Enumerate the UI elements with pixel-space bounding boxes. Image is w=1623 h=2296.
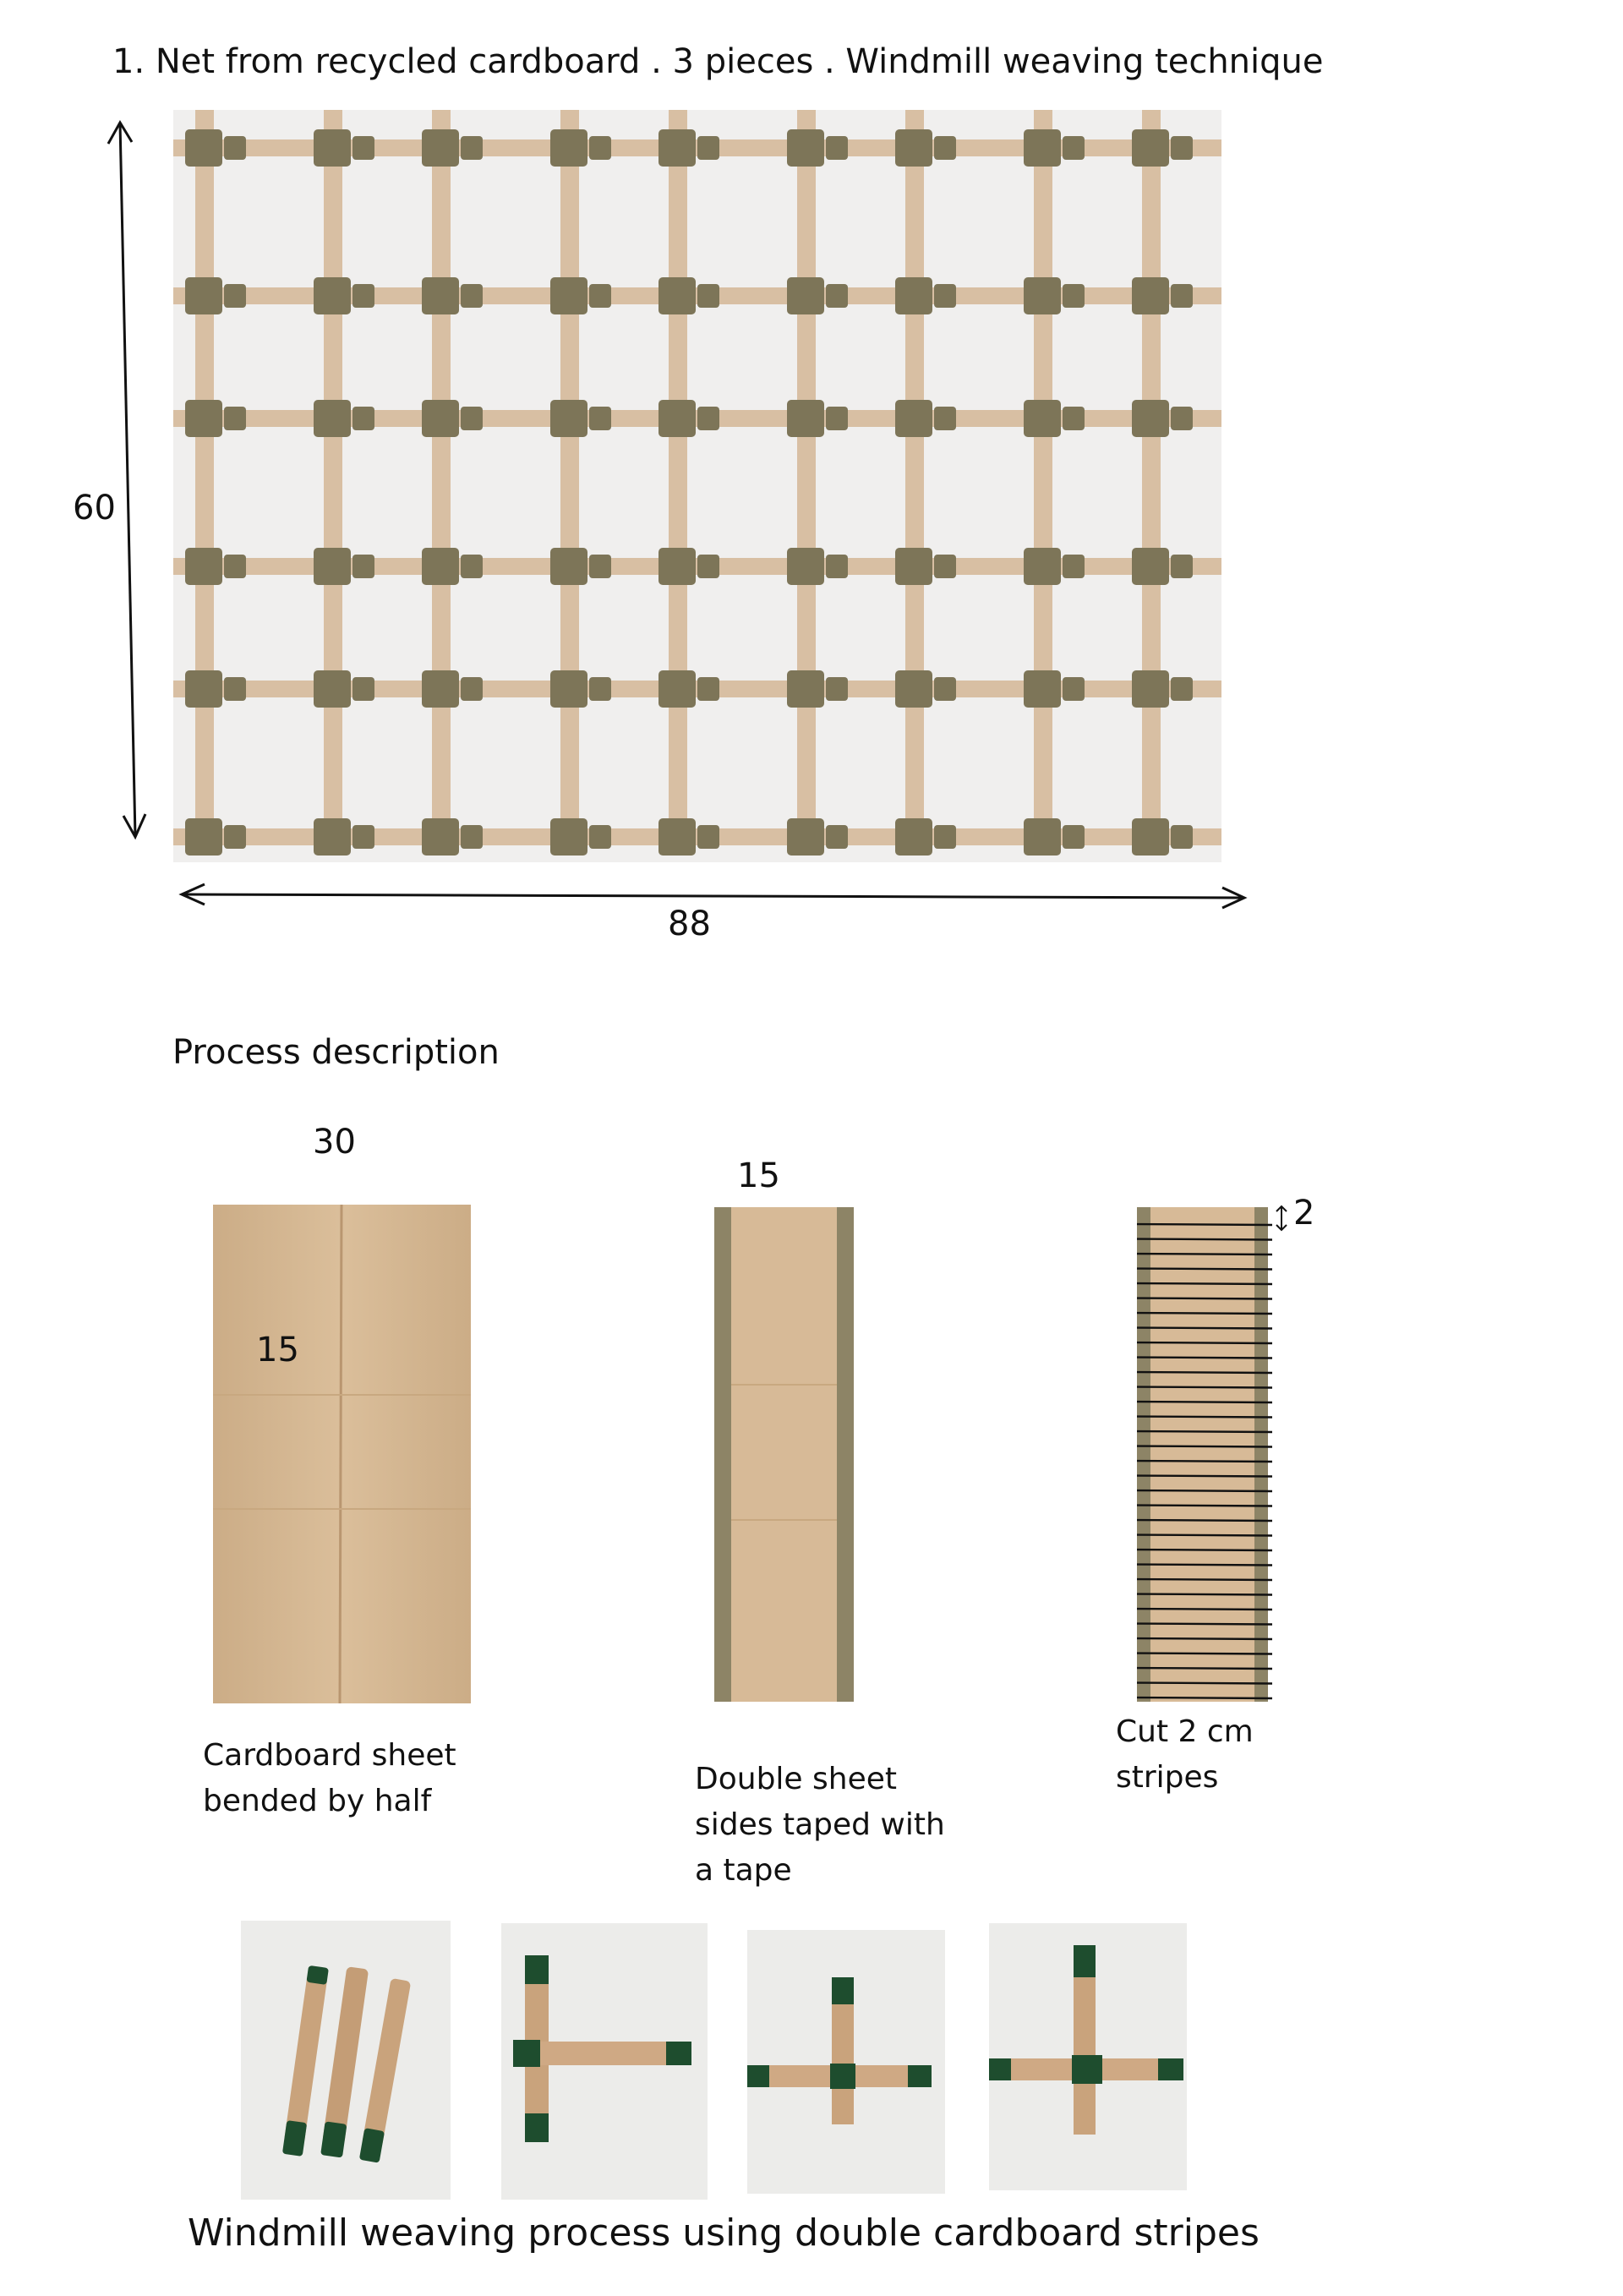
net-tape-knot bbox=[826, 555, 848, 578]
cut-line bbox=[1137, 1417, 1272, 1418]
net-tape-knot bbox=[461, 407, 483, 430]
net-tape-knot bbox=[1171, 407, 1193, 430]
net-tape-knot bbox=[314, 400, 351, 437]
net-vertical-stripe bbox=[324, 110, 342, 854]
net-tape-knot bbox=[1132, 548, 1169, 585]
net-tape-knot bbox=[185, 400, 222, 437]
net-tape-knot bbox=[224, 407, 246, 430]
cut-line bbox=[1137, 1697, 1272, 1698]
net-tape-knot bbox=[352, 677, 374, 701]
cut-line bbox=[1137, 1579, 1272, 1580]
net-tape-knot bbox=[422, 129, 459, 167]
net-tape-knot bbox=[658, 548, 696, 585]
net-tape-knot bbox=[934, 407, 956, 430]
net-tape-knot bbox=[1132, 129, 1169, 167]
weaving-photo-3 bbox=[747, 1930, 945, 2194]
net-tape-knot bbox=[826, 407, 848, 430]
height-label: 60 bbox=[73, 489, 116, 528]
net-tape-knot bbox=[352, 407, 374, 430]
net-tape-knot bbox=[550, 129, 587, 167]
net-tape-knot bbox=[1063, 677, 1085, 701]
cut-line bbox=[1137, 1446, 1272, 1447]
cut-line bbox=[1137, 1313, 1272, 1314]
cut-line bbox=[1137, 1683, 1272, 1684]
net-tape-knot bbox=[352, 555, 374, 578]
net-tape-knot bbox=[550, 670, 587, 708]
weaving-photo-2 bbox=[501, 1923, 708, 2200]
cut-line bbox=[1137, 1490, 1272, 1491]
cut-line bbox=[1137, 1520, 1272, 1521]
net-tape-knot bbox=[422, 818, 459, 856]
net-vertical-stripe bbox=[669, 110, 687, 854]
net-tape-knot bbox=[826, 677, 848, 701]
cardboard-sheet bbox=[213, 1205, 471, 1703]
cardboard-net-illustration bbox=[173, 110, 1247, 871]
net-tape-knot bbox=[422, 548, 459, 585]
net-vertical-stripe bbox=[797, 110, 816, 854]
net-tape-knot bbox=[1132, 400, 1169, 437]
sheet-half-label: 15 bbox=[256, 1331, 299, 1369]
net-tape-knot bbox=[895, 670, 932, 708]
cut-line bbox=[1137, 1342, 1272, 1343]
cut-line bbox=[1137, 1372, 1272, 1373]
width-arrow bbox=[178, 879, 1251, 913]
net-tape-knot bbox=[314, 818, 351, 856]
net-tape-knot bbox=[1024, 670, 1061, 708]
net-vertical-stripe bbox=[1034, 110, 1052, 854]
net-tape-knot bbox=[589, 136, 611, 160]
net-tape-knot bbox=[550, 400, 587, 437]
net-tape-knot bbox=[550, 277, 587, 314]
double-sheet-taped bbox=[714, 1207, 854, 1702]
net-tape-knot bbox=[787, 818, 824, 856]
net-vertical-stripe bbox=[432, 110, 451, 854]
net-tape-knot bbox=[224, 555, 246, 578]
net-tape-knot bbox=[787, 548, 824, 585]
net-tape-knot bbox=[697, 136, 719, 160]
stripe-height-arrow-icon bbox=[1273, 1204, 1290, 1233]
cut-line bbox=[1137, 1624, 1272, 1625]
net-tape-knot bbox=[314, 277, 351, 314]
net-tape-knot bbox=[787, 277, 824, 314]
net-tape-knot bbox=[1063, 136, 1085, 160]
net-tape-knot bbox=[224, 136, 246, 160]
net-tape-knot bbox=[1132, 818, 1169, 856]
cut-line bbox=[1137, 1298, 1272, 1299]
width-label: 88 bbox=[668, 905, 711, 943]
net-vertical-stripe bbox=[905, 110, 924, 854]
weaving-photo-4 bbox=[989, 1923, 1187, 2190]
cut-line bbox=[1137, 1431, 1272, 1432]
cut-line bbox=[1137, 1594, 1272, 1595]
cut-line bbox=[1137, 1668, 1272, 1669]
net-tape-knot bbox=[422, 670, 459, 708]
net-tape-knot bbox=[589, 284, 611, 308]
net-tape-knot bbox=[787, 670, 824, 708]
double-sheet-width-label: 15 bbox=[737, 1156, 780, 1195]
net-tape-knot bbox=[895, 277, 932, 314]
cut-line bbox=[1137, 1476, 1272, 1477]
net-tape-knot bbox=[352, 136, 374, 160]
net-tape-knot bbox=[185, 129, 222, 167]
stripe-width-label: 2 bbox=[1293, 1194, 1315, 1233]
cut-line bbox=[1137, 1328, 1272, 1329]
net-tape-knot bbox=[934, 677, 956, 701]
weaving-caption: Windmill weaving process using double cardboard stripes bbox=[188, 2211, 1260, 2255]
net-tape-knot bbox=[550, 548, 587, 585]
cut-line bbox=[1137, 1283, 1272, 1284]
net-photo bbox=[173, 110, 1247, 871]
net-tape-knot bbox=[1132, 670, 1169, 708]
net-tape-knot bbox=[1024, 818, 1061, 856]
net-tape-knot bbox=[1024, 548, 1061, 585]
cut-line bbox=[1137, 1535, 1272, 1536]
net-vertical-stripe bbox=[1142, 110, 1161, 854]
net-tape-knot bbox=[697, 284, 719, 308]
cut-line bbox=[1137, 1269, 1272, 1270]
cut-line bbox=[1137, 1565, 1272, 1566]
net-vertical-stripe bbox=[195, 110, 214, 854]
cut-line bbox=[1137, 1254, 1272, 1255]
double-sheet-caption: Double sheet sides taped with a tape bbox=[695, 1762, 945, 1888]
cut-line bbox=[1137, 1461, 1272, 1462]
net-tape-knot bbox=[461, 136, 483, 160]
cut-line bbox=[1137, 1387, 1272, 1388]
page-title: 1. Net from recycled cardboard . 3 pieces . Windmill weaving technique bbox=[112, 42, 1324, 81]
net-tape-knot bbox=[461, 677, 483, 701]
net-tape-knot bbox=[422, 400, 459, 437]
net-tape-knot bbox=[787, 400, 824, 437]
cut-line bbox=[1137, 1638, 1272, 1639]
net-tape-knot bbox=[185, 548, 222, 585]
net-tape-knot bbox=[895, 400, 932, 437]
net-tape-knot bbox=[1171, 284, 1193, 308]
net-tape-knot bbox=[185, 277, 222, 314]
net-tape-knot bbox=[314, 129, 351, 167]
net-tape-knot bbox=[658, 400, 696, 437]
cut-stripes-sheet bbox=[1137, 1207, 1281, 1702]
net-tape-knot bbox=[422, 277, 459, 314]
net-tape-knot bbox=[895, 818, 932, 856]
net-vertical-stripe bbox=[560, 110, 579, 854]
net-tape-knot bbox=[550, 818, 587, 856]
stripes-base bbox=[1137, 1207, 1268, 1702]
net-tape-knot bbox=[1024, 400, 1061, 437]
stripes-caption: Cut 2 cm stripes bbox=[1116, 1714, 1254, 1795]
net-tape-knot bbox=[697, 555, 719, 578]
net-tape-knot bbox=[934, 136, 956, 160]
sheet-caption: Cardboard sheet bended by half bbox=[203, 1738, 456, 1818]
net-tape-knot bbox=[1132, 277, 1169, 314]
net-tape-knot bbox=[658, 277, 696, 314]
net-tape-knot bbox=[697, 825, 719, 849]
net-tape-knot bbox=[224, 677, 246, 701]
net-tape-knot bbox=[461, 555, 483, 578]
net-tape-knot bbox=[185, 670, 222, 708]
net-tape-knot bbox=[826, 136, 848, 160]
height-arrow bbox=[101, 118, 152, 845]
net-tape-knot bbox=[1024, 277, 1061, 314]
net-tape-knot bbox=[461, 284, 483, 308]
stripes-tape-left bbox=[1137, 1207, 1150, 1702]
net-tape-knot bbox=[934, 555, 956, 578]
net-tape-knot bbox=[934, 825, 956, 849]
net-tape-knot bbox=[1063, 284, 1085, 308]
net-tape-knot bbox=[1171, 677, 1193, 701]
net-tape-knot bbox=[826, 284, 848, 308]
net-tape-knot bbox=[1024, 129, 1061, 167]
net-tape-knot bbox=[697, 677, 719, 701]
cut-line bbox=[1137, 1239, 1272, 1240]
net-tape-knot bbox=[697, 407, 719, 430]
net-tape-knot bbox=[352, 284, 374, 308]
net-tape-knot bbox=[589, 677, 611, 701]
net-tape-knot bbox=[224, 825, 246, 849]
net-tape-knot bbox=[826, 825, 848, 849]
net-tape-knot bbox=[314, 548, 351, 585]
net-tape-knot bbox=[224, 284, 246, 308]
cut-line bbox=[1137, 1609, 1272, 1610]
net-tape-knot bbox=[461, 825, 483, 849]
net-tape-knot bbox=[658, 670, 696, 708]
net-tape-knot bbox=[658, 129, 696, 167]
net-tape-knot bbox=[1171, 136, 1193, 160]
net-tape-knot bbox=[352, 825, 374, 849]
process-heading: Process description bbox=[172, 1033, 500, 1072]
net-tape-knot bbox=[589, 555, 611, 578]
net-tape-knot bbox=[895, 129, 932, 167]
net-tape-knot bbox=[1063, 555, 1085, 578]
net-tape-knot bbox=[787, 129, 824, 167]
net-tape-knot bbox=[185, 818, 222, 856]
weaving-photo-1 bbox=[241, 1921, 451, 2200]
net-tape-knot bbox=[314, 670, 351, 708]
sheet-width-label: 30 bbox=[313, 1123, 356, 1162]
stripes-tape-right bbox=[1254, 1207, 1268, 1702]
net-tape-knot bbox=[658, 818, 696, 856]
net-tape-knot bbox=[1171, 825, 1193, 849]
net-tape-knot bbox=[1171, 555, 1193, 578]
cut-line bbox=[1137, 1224, 1272, 1225]
net-tape-knot bbox=[589, 407, 611, 430]
net-tape-knot bbox=[1063, 825, 1085, 849]
net-tape-knot bbox=[589, 825, 611, 849]
net-tape-knot bbox=[895, 548, 932, 585]
net-tape-knot bbox=[1063, 407, 1085, 430]
net-tape-knot bbox=[934, 284, 956, 308]
